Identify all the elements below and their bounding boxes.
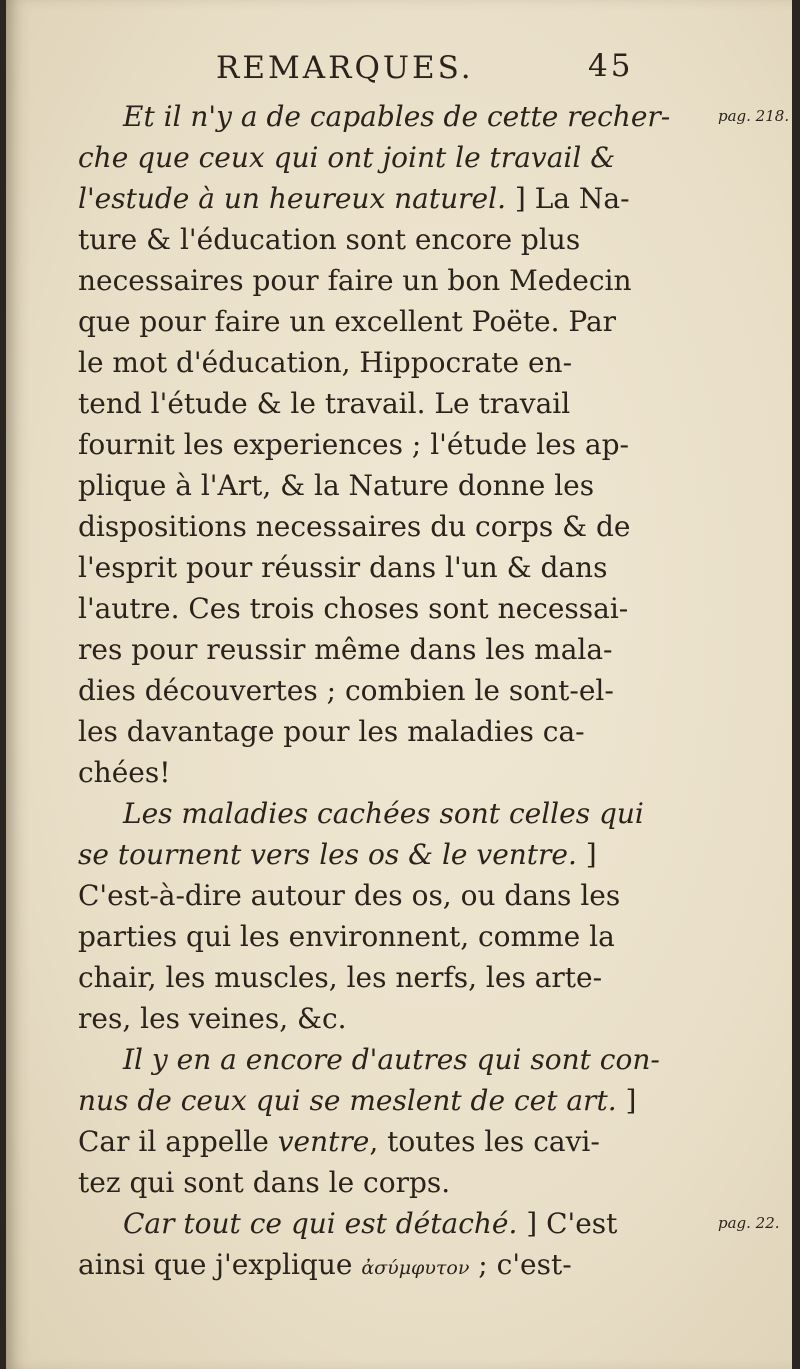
line-text: ] C'est <box>517 1207 618 1240</box>
page-text <box>78 46 790 1285</box>
text-line <box>78 1162 678 1203</box>
line-text: , toutes les cavi- <box>369 1125 600 1158</box>
text-line <box>78 178 678 219</box>
line-text: nus de ceux qui se meslent de cet art. <box>78 1084 617 1117</box>
text-line <box>78 1121 678 1162</box>
text-line <box>78 588 678 629</box>
line-text: res pour reussir même dans les mala- <box>78 633 613 666</box>
line-text: tez qui sont dans le corps. <box>78 1166 451 1199</box>
text-line <box>78 1080 678 1121</box>
text-line <box>78 219 678 260</box>
text-line <box>78 137 678 178</box>
text-line <box>78 752 678 793</box>
text-line <box>78 629 678 670</box>
line-text: Et il n'y a de capables de cette recher- <box>123 100 671 133</box>
text-line <box>78 875 678 916</box>
text-line <box>78 1244 678 1285</box>
margin-note: pag. 218. <box>718 107 790 125</box>
line-text: ] <box>576 838 597 871</box>
text-line <box>78 547 678 588</box>
text-line <box>78 383 678 424</box>
line-text: Car il appelle <box>78 1125 278 1158</box>
line-text: parties qui les environnent, comme la <box>78 920 615 953</box>
line-text: necessaires pour faire un bon Medecin <box>78 264 632 297</box>
line-text: dispositions necessaires du corps & de <box>78 510 631 543</box>
line-text: ventre <box>277 1125 370 1158</box>
line-text: plique à l'Art, & la Nature donne les <box>78 469 595 502</box>
line-text: ainsi que j'explique <box>78 1248 362 1281</box>
greek-word: ἀσύμφυτον <box>361 1257 470 1279</box>
line-text: que pour faire un excellent Poëte. Par <box>78 305 617 338</box>
line-text: res, les veines, &c. <box>78 1002 347 1035</box>
line-text: chées! <box>78 756 171 789</box>
line-text: C'est-à-dire autour des os, ou dans les <box>78 879 621 912</box>
line-text: ] <box>616 1084 637 1117</box>
line-text: les davantage pour les maladies ca- <box>78 715 585 748</box>
line-text: ture & l'éducation sont encore plus <box>78 223 581 256</box>
text-line <box>78 506 678 547</box>
line-text: l'estude à un heureux naturel. <box>78 182 506 215</box>
text-line <box>78 424 678 465</box>
text-line <box>78 957 678 998</box>
line-text: fournit les experiences ; l'étude les ap- <box>78 428 630 461</box>
page-header <box>78 46 678 96</box>
text-line <box>78 1039 678 1080</box>
line-text: ; c'est- <box>469 1248 572 1281</box>
text-line <box>78 916 678 957</box>
line-text: ] La Na- <box>505 182 630 215</box>
text-line <box>78 96 790 137</box>
text-line <box>78 998 678 1039</box>
line-text: Car tout ce qui est détaché. <box>123 1207 518 1240</box>
line-text: che que ceux qui ont joint le travail & <box>78 141 616 174</box>
line-text: Les maladies cachées sont celles qui <box>123 797 644 830</box>
text-line <box>78 342 678 383</box>
line-text: se tournent vers les os & le ventre. <box>78 838 577 871</box>
line-text: l'esprit pour réussir dans l'un & dans <box>78 551 608 584</box>
line-text: l'autre. Ces trois choses sont necessai- <box>78 592 629 625</box>
running-title: REMARQUES. <box>216 50 474 86</box>
line-text: le mot d'éducation, Hippocrate en- <box>78 346 573 379</box>
text-line <box>78 793 678 834</box>
text-line <box>78 834 678 875</box>
text-line <box>78 711 678 752</box>
text-line <box>78 670 678 711</box>
text-line <box>78 301 678 342</box>
line-text: chair, les muscles, les nerfs, les arte- <box>78 961 603 994</box>
line-text: Il y en a encore d'autres qui sont con- <box>123 1043 660 1076</box>
line-text: tend l'étude & le travail. Le travail <box>78 387 571 420</box>
book-page <box>6 0 792 1369</box>
page-number: 45 <box>588 48 634 84</box>
text-line <box>78 260 678 301</box>
margin-note: pag. 22. <box>718 1214 780 1232</box>
line-text: dies découvertes ; combien le sont-el- <box>78 674 614 707</box>
text-line <box>78 465 678 506</box>
text-line <box>78 1203 780 1244</box>
